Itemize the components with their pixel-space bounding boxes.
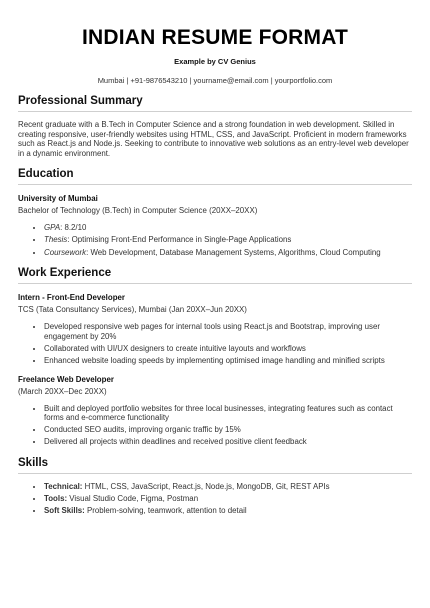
list-item: • Enhanced website loading speeds by implementing optimised image handling and minified scripts [44,356,412,366]
skills-list [18,482,412,516]
list-item: • Delivered all projects within deadlines and received positive client feedback [44,437,412,447]
job-title: Freelance Web Developer [18,374,114,384]
section-heading-education: Education [18,168,412,185]
resume-subtitle: Example by CV Genius [174,57,256,66]
degree-line: Bachelor of Technology (B.Tech) in Computer Science (20XX–20XX) [18,206,258,216]
job-title: Intern - Front-End Developer [18,293,125,303]
list-item [44,248,412,258]
contact-line: Mumbai | +91-9876543210 | yourname@email.com | yourportfolio.com [97,76,333,85]
resume-title: INDIAN RESUME FORMAT [81,26,349,49]
education-details [18,223,412,257]
skill-text: HTML, CSS, JavaScript, React.js, Node.js, MongoDB, Git, REST APIs [82,481,330,491]
job-bullets [18,404,412,447]
skill-text: Problem-solving, teamwork, attention to detail [84,506,247,516]
skill-text: Visual Studio Code, Figma, Postman [67,494,199,503]
section-heading-skills: Skills [18,457,412,474]
school-name: University of Mumbai [18,194,98,204]
list-item [44,482,412,492]
list-item: • Collaborated with UI/UX designers to create intuitive layouts and workflows [44,344,412,354]
job-bullets [18,322,412,365]
job-dates: (March 20XX–Dec 20XX) [18,386,107,396]
list-item: • Developed responsive web pages for internal tools using React.js and Bootstrap, improving user engagement by 20% [44,322,412,341]
list-item: • Conducted SEO audits, improving organic traffic by 15% [44,425,412,435]
skill-label: Technical: [44,481,83,491]
section-heading-summary: Professional Summary [18,95,412,112]
skill-label: Tools: [44,494,68,503]
detail-label: Thesis [44,235,68,245]
list-item [44,506,412,516]
job-company: TCS (Tata Consultancy Services), Mumbai (Jan 20XX–Jun 20XX) [18,305,247,315]
detail-label: Coursework [44,247,87,257]
detail-label: GPA [44,223,61,233]
detail-text: : 8.2/10 [60,223,87,233]
skill-label: Soft Skills: [44,506,85,516]
section-heading-experience: Work Experience [18,267,412,284]
list-item: • Built and deployed portfolio websites for three local businesses, integrating features such as contact forms and e-commerce functionality [44,404,412,423]
summary-text: Recent graduate with a B.Tech in Computer Science and a strong foundation in web development. Skilled in creating responsive, user-friendly websites using HTML, CSS, and JavaScript. Proficient in modern frameworks such as React.js and Node.js. Seeking to contribute to innovative web solutions as an entry-level web developer in a dynamic environment. [18,120,409,158]
detail-text: : Optimising Front-End Performance in Single-Page Applications [67,235,292,245]
list-item [44,235,412,245]
list-item [44,494,412,504]
detail-text: : Web Development, Database Management Systems, Algorithms, Cloud Computing [86,247,381,257]
list-item [44,223,412,233]
